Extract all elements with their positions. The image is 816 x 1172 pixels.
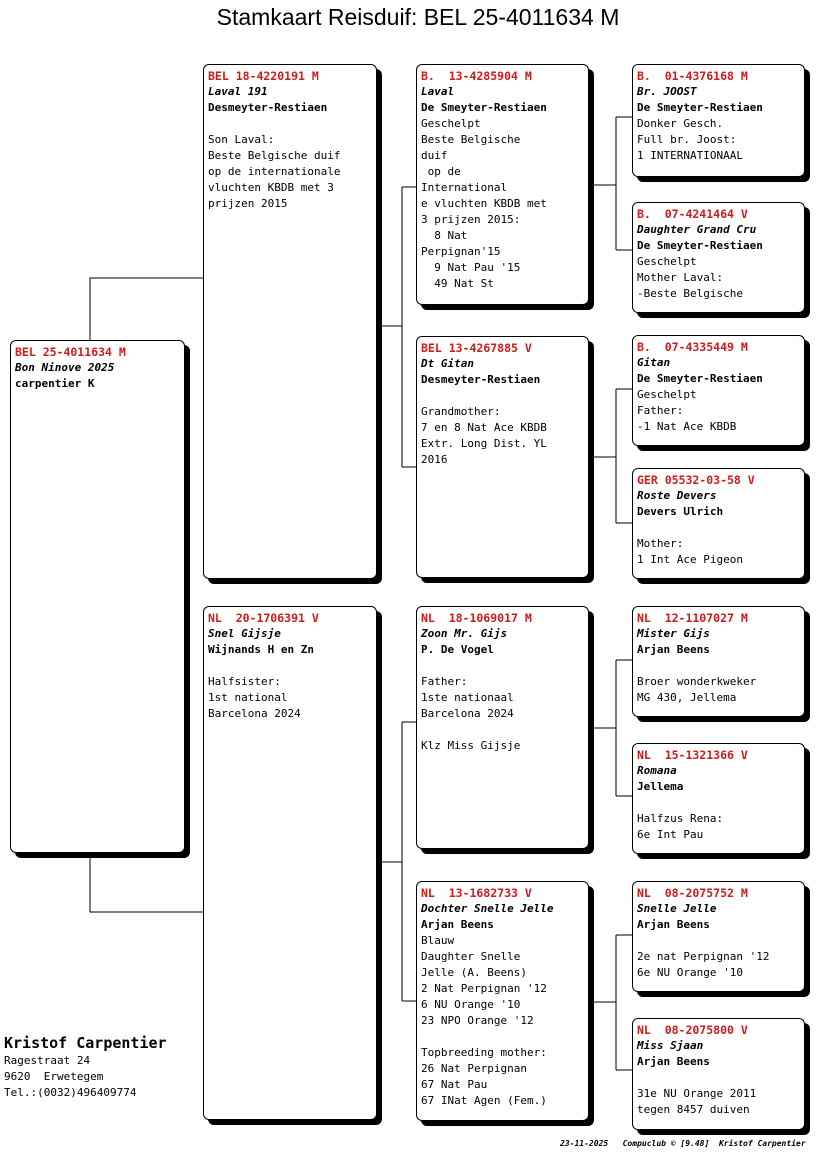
- note-line: vluchten KBDB met 3: [208, 181, 334, 194]
- note-line: Full br. Joost:: [637, 133, 737, 146]
- breeder: Arjan Beens: [637, 643, 710, 656]
- breeder: Desmeyter-Restiaen: [208, 101, 328, 114]
- note-line: 31e NU Orange 2011: [637, 1087, 757, 1100]
- ring-number: NL 15-1321366 V: [637, 748, 748, 762]
- owner-city: 9620 Erwetegem: [4, 1070, 104, 1083]
- note-line: 1 Int Ace Pigeon: [637, 553, 743, 566]
- note-line: e vluchten KBDB met: [421, 197, 547, 210]
- note-line: Topbreeding mother:: [421, 1046, 547, 1059]
- breeder: Jellema: [637, 780, 684, 793]
- note-line: duif: [421, 149, 448, 162]
- note-line: [421, 388, 584, 404]
- note-line: 9 Nat Pau '15: [421, 261, 521, 274]
- pigeon-name: Daughter Grand Cru: [637, 223, 757, 236]
- note-line: Geschelpt: [637, 388, 697, 401]
- note-line: 6e NU Orange '10: [637, 966, 743, 979]
- note-line: Father:: [637, 404, 684, 417]
- note-line: [637, 658, 800, 674]
- breeder: De Smeyter-Restiaen: [637, 372, 763, 385]
- card-subject: [10, 340, 185, 853]
- note-line: MG 430, Jellema: [637, 691, 737, 704]
- note-line: International: [421, 181, 508, 194]
- note-line: Daughter Snelle: [421, 950, 521, 963]
- note-line: 1 INTERNATIONAAL: [637, 149, 743, 162]
- note-line: Donker Gesch.: [637, 117, 724, 130]
- pigeon-name: Zoon Mr. Gijs: [421, 627, 508, 640]
- note-line: Father:: [421, 675, 468, 688]
- note-line: 1st national: [208, 691, 288, 704]
- note-line: -Beste Belgische: [637, 287, 743, 300]
- note-line: 2016: [421, 453, 448, 466]
- breeder: De Smeyter-Restiaen: [637, 239, 763, 252]
- note-line: [637, 520, 800, 536]
- ring-number: B. 07-4335449 M: [637, 340, 748, 354]
- ring-number: GER 05532-03-58 V: [637, 473, 755, 487]
- card-father-father: [416, 64, 589, 305]
- pigeon-name: Laval: [421, 85, 455, 98]
- note-line: 26 Nat Perpignan: [421, 1062, 527, 1075]
- pigeon-name: Roste Devers: [637, 489, 717, 502]
- pigeon-name: Bon Ninove 2025: [15, 361, 115, 374]
- breeder: Arjan Beens: [637, 918, 710, 931]
- note-line: Broer wonderkweker: [637, 675, 757, 688]
- breeder: Arjan Beens: [637, 1055, 710, 1068]
- note-line: op de: [421, 165, 461, 178]
- note-line: 2 Nat Perpignan '12: [421, 982, 547, 995]
- owner-street: Ragestraat 24: [4, 1054, 91, 1067]
- note-line: Klz Miss Gijsje: [421, 739, 521, 752]
- note-line: Son Laval:: [208, 133, 275, 146]
- breeder: Devers Ulrich: [637, 505, 724, 518]
- note-line: Perpignan'15: [421, 245, 501, 258]
- note-line: Halfzus Rena:: [637, 812, 724, 825]
- note-line: Geschelpt: [637, 255, 697, 268]
- ring-number: B. 13-4285904 M: [421, 69, 532, 83]
- note-line: [421, 1029, 584, 1045]
- note-line: Jelle (A. Beens): [421, 966, 527, 979]
- note-line: 1ste nationaal: [421, 691, 514, 704]
- card-ggp-1: [632, 64, 805, 177]
- note-line: [208, 658, 372, 674]
- note-line: -1 Nat Ace KBDB: [637, 420, 737, 433]
- ring-number: BEL 25-4011634 M: [15, 345, 126, 359]
- note-line: Grandmother:: [421, 405, 501, 418]
- note-line: 67 Nat Pau: [421, 1078, 488, 1091]
- note-line: [637, 795, 800, 811]
- note-line: Halfsister:: [208, 675, 281, 688]
- note-line: [208, 116, 372, 132]
- ring-number: BEL 13-4267885 V: [421, 341, 532, 355]
- note-line: 2e nat Perpignan '12: [637, 950, 770, 963]
- note-line: [421, 722, 584, 738]
- card-ggp-3: [632, 335, 805, 446]
- note-line: 7 en 8 Nat Ace KBDB: [421, 421, 547, 434]
- note-line: 6 NU Orange '10: [421, 998, 521, 1011]
- owner-block: [4, 1033, 167, 1101]
- breeder: Arjan Beens: [421, 918, 494, 931]
- card-mother-mother: [416, 881, 589, 1121]
- ring-number: B. 01-4376168 M: [637, 69, 748, 83]
- note-line: Beste Belgische duif: [208, 149, 341, 162]
- pigeon-name: Dochter Snelle Jelle: [421, 902, 554, 915]
- footer-credit: 23-11-2025 Compuclub © [9.48] Kristof Carpentier: [560, 1139, 806, 1148]
- note-line: [637, 1070, 800, 1086]
- pigeon-name: Snel Gijsje: [208, 627, 281, 640]
- note-line: 3 prijzen 2015:: [421, 213, 521, 226]
- note-line: Barcelona 2024: [421, 707, 514, 720]
- note-line: 67 INat Agen (Fem.): [421, 1094, 547, 1107]
- breeder: P. De Vogel: [421, 643, 494, 656]
- card-ggp-5: [632, 606, 805, 717]
- note-line: tegen 8457 duiven: [637, 1103, 750, 1116]
- note-line: Beste Belgische: [421, 133, 521, 146]
- card-mother-father: [416, 606, 589, 849]
- note-line: 49 Nat St: [421, 277, 494, 290]
- pigeon-name: Gitan: [637, 356, 671, 369]
- owner-phone: Tel.:(0032)496409774: [4, 1086, 137, 1099]
- breeder: De Smeyter-Restiaen: [637, 101, 763, 114]
- ring-number: NL 12-1107027 M: [637, 611, 748, 625]
- note-line: Blauw: [421, 934, 455, 947]
- card-ggp-4: [632, 468, 805, 579]
- pigeon-name: Snelle Jelle: [637, 902, 717, 915]
- pigeon-name: Miss Sjaan: [637, 1039, 704, 1052]
- note-line: [637, 933, 800, 949]
- note-line: Geschelpt: [421, 117, 481, 130]
- breeder: De Smeyter-Restiaen: [421, 101, 547, 114]
- pigeon-name: Romana: [637, 764, 677, 777]
- note-line: prijzen 2015: [208, 197, 288, 210]
- card-mother: [203, 606, 377, 1120]
- note-line: Mother Laval:: [637, 271, 724, 284]
- note-line: Barcelona 2024: [208, 707, 301, 720]
- note-line: 6e Int Pau: [637, 828, 704, 841]
- note-line: Extr. Long Dist. YL: [421, 437, 547, 450]
- card-ggp-8: [632, 1018, 805, 1130]
- pigeon-name: Dt Gitan: [421, 357, 474, 370]
- card-father: [203, 64, 377, 579]
- card-father-mother: [416, 336, 589, 578]
- ring-number: B. 07-4241464 V: [637, 207, 748, 221]
- note-line: op de internationale: [208, 165, 341, 178]
- owner-name: Kristof Carpentier: [4, 1034, 167, 1052]
- ring-number: BEL 18-4220191 M: [208, 69, 319, 83]
- ring-number: NL 20-1706391 V: [208, 611, 319, 625]
- pigeon-name: Br. JOOST: [637, 85, 697, 98]
- note-line: 8 Nat: [421, 229, 468, 242]
- card-ggp-2: [632, 202, 805, 313]
- note-line: 23 NPO Orange '12: [421, 1014, 534, 1027]
- pigeon-name: Mister Gijs: [637, 627, 710, 640]
- card-ggp-6: [632, 743, 805, 854]
- pigeon-name: Laval 191: [208, 85, 268, 98]
- ring-number: NL 18-1069017 M: [421, 611, 532, 625]
- breeder: Wijnands H en Zn: [208, 643, 314, 656]
- note-line: Mother:: [637, 537, 684, 550]
- breeder: carpentier K: [15, 377, 95, 390]
- ring-number: NL 13-1682733 V: [421, 886, 532, 900]
- ring-number: NL 08-2075800 V: [637, 1023, 748, 1037]
- ring-number: NL 08-2075752 M: [637, 886, 748, 900]
- breeder: Desmeyter-Restiaen: [421, 373, 541, 386]
- card-ggp-7: [632, 881, 805, 992]
- page-title: Stamkaart Reisduif: BEL 25-4011634 M: [216, 4, 620, 30]
- note-line: [421, 658, 584, 674]
